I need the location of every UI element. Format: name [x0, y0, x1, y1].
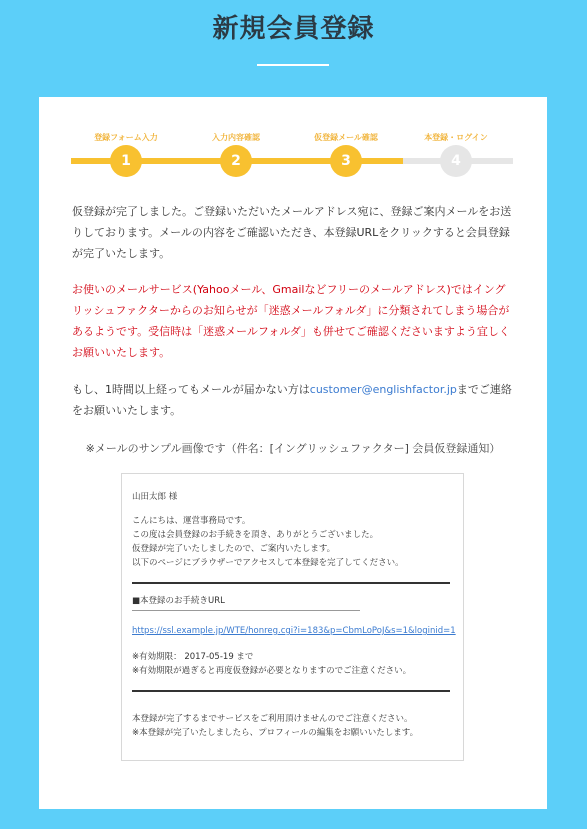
email-footer: 本登録が完了するまでサービスをご利用頂けませんのでご注意ください。 — [132, 714, 413, 724]
step-3 — [291, 131, 401, 177]
step-1 — [71, 131, 181, 177]
registration-stepper — [71, 131, 513, 191]
email-line: 仮登録が完了いたしましたので、ご案内いたします。 — [132, 544, 336, 554]
email-divider-thin — [132, 610, 360, 611]
title-underline — [257, 64, 329, 66]
content-card — [39, 97, 547, 809]
email-divider — [132, 582, 450, 584]
email-line: この度は会員登録のお手続きを頂き、ありがとうございました。 — [132, 530, 379, 540]
email-registration-url: https://ssl.example.jp/WTE/honreg.cgi?i=183&p=CbmLoPoJ&s=1&loginid=1 — [132, 626, 456, 636]
confirmation-message: 仮登録が完了しました。ご登録いただいたメールアドレス宛に、登録ご案内メールをお送りしております。メールの内容をご確認いただき、本登録URLをクリックすると会員登録が完了いたします。 — [72, 205, 512, 260]
step-label: 本登録・ログイン — [424, 133, 488, 142]
no-email-help — [72, 379, 516, 421]
step-number: 3 — [330, 145, 362, 177]
step-number: 4 — [440, 145, 472, 177]
email-recipient: 山田太郎 様 — [132, 492, 178, 502]
sample-email-image — [121, 473, 464, 761]
email-greeting: こんにちは、運営事務局です。 — [132, 516, 251, 526]
spam-folder-warning: お使いのメールサービス(Yahooメール、Gmailなどフリーのメールアドレス)ではイングリッシュファクターからのお知らせが「迷惑メールフォルダ」に分類されてしまう場合があるようです。受信時は「迷惑メールフォルダ」も併せてご確認くださいますよう宜しくお願いいたします。 — [72, 283, 510, 359]
email-divider — [132, 690, 450, 692]
email-expiry-note: ※有効期限が過ぎると再度仮登録が必要となりますのでご注意ください。 — [132, 666, 412, 676]
step-label: 登録フォーム入力 — [94, 133, 158, 142]
step-number: 2 — [220, 145, 252, 177]
email-expiry: ※有効期限： 2017-05-19 まで — [132, 652, 254, 662]
help-text-before: もし、1時間以上経ってもメールが届かない方は — [72, 383, 310, 396]
step-label: 入力内容確認 — [212, 133, 260, 142]
sample-caption: ※メールのサンプル画像です（件名：[イングリッシュファクター] 会員仮登録通知） — [85, 442, 501, 455]
support-email-link[interactable]: customer@englishfactor.jp — [309, 383, 457, 396]
email-line: 以下のページにブラウザーでアクセスして本登録を完了してください。 — [132, 558, 404, 568]
email-footer: ※本登録が完了いたしましたら、プロフィールの編集をお願いいたします。 — [132, 728, 419, 738]
help-text-after: までご連絡をお願いいたします。 — [72, 383, 512, 417]
step-number: 1 — [110, 145, 142, 177]
email-section-title: ■本登録のお手続きURL — [132, 596, 225, 606]
page-title: 新規会員登録 — [212, 14, 375, 44]
step-2 — [181, 131, 291, 177]
step-4 — [401, 131, 511, 177]
step-label: 仮登録メール確認 — [314, 133, 378, 142]
